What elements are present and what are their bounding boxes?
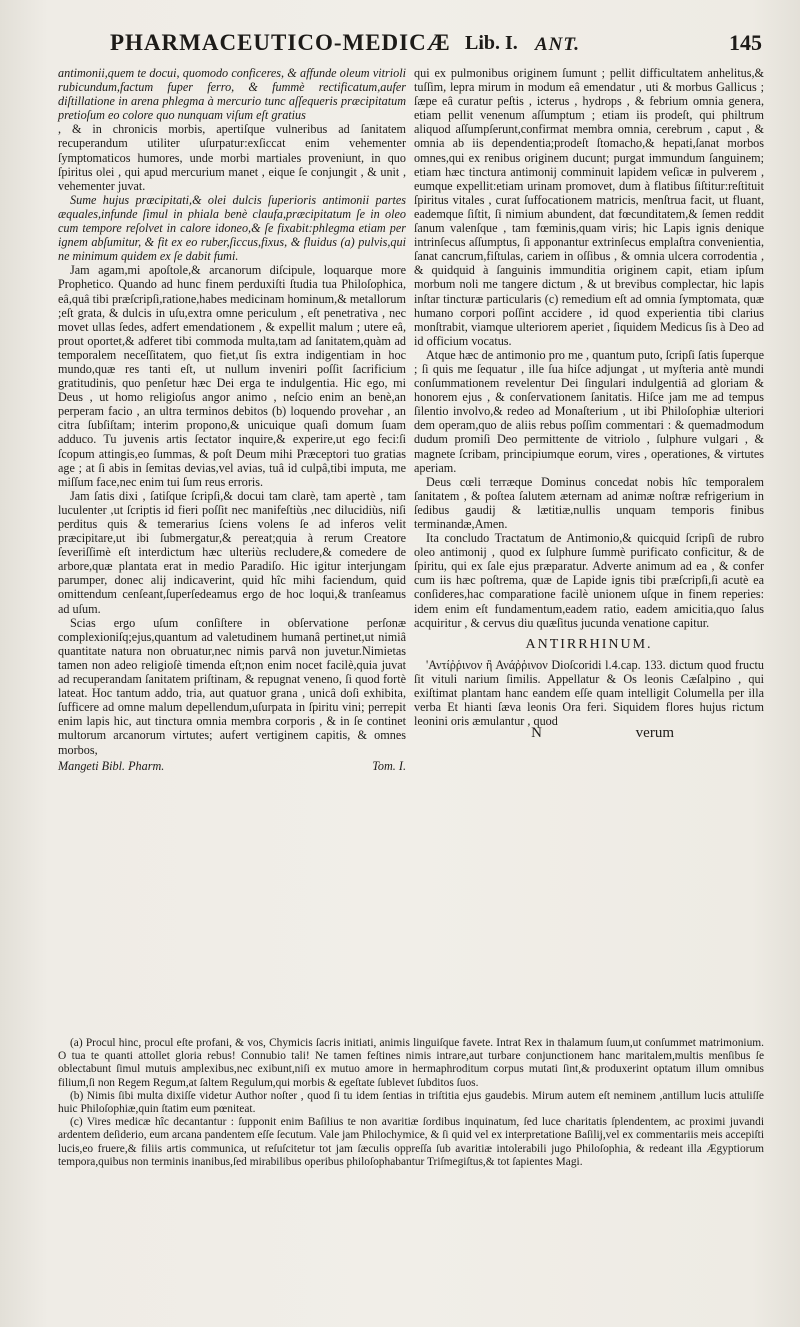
paragraph: 'Αντίῤῥινον ἢ Ανάῤῥινον Dioſcoridi l.4.cap. 133. dictum quod fructu ſit vituli narium ſimilis. Appellatur & Os leonis Cæſalpino , qui exiſtimat plantam hanc eandem eſſe quam intelligit Columella per illa verba Et hianti ſæva leonis Ora feri. Siquidem flores hujus rictum leonini oris æmulantur , quod xyxy=(414,657,764,729)
gathering-signature: N xyxy=(531,725,542,742)
paragraph: Scias ergo uſum conſiſtere in obſervatione perſonæ complexioniſq;ejus,quantum ad valetudinem humanâ pertinet,ut nimiâ quantitate natura non obruatur,nec nimis parvâ non juvetur.Nimietas tamen non adeo religioſè timenda eſt;non enim nocet facilè,quia juvat ad recuperandam ſanitatem priſtinam, & repugnat veneno, ſi quod fortè lateat. Hoc tantum addo, tria, aut quatuor grana , unicâ doſi exhibita, ſufficere ad omne malum depellendum,uſurpata in ſpiritu vini; perrepit enim lapis hic, aut tinctura omnia membra corporis , & in ſe continet multorum arcanorum virtutes; aufert vertiginem capitis, & omnes morbos, xyxy=(58,615,406,757)
footnotes xyxy=(58,1037,764,1169)
signature-marks xyxy=(414,726,764,740)
paragraph: Ita concludo Tractatum de Antimonio,& quicquid ſcripſi de rubro oleo antimonij , quod ex ſulphure ſummè purificato conficitur, & de ſpiritu, qui ex ſale ejus præparatur. Adverte animum ad ea , & confer cum iis hæc poſtrema, quæ de Lapide ignis tibi præſcripſi,ſi acutè ea conſideres,hac comparatione facilè unionem uſque in finem reperies: idem enim eſt fundamentum,eadem ratio, eadem amicitia,quo ſalus acquiritur , & cervus diu quæſitus jucunda venatione capitur. xyxy=(414,531,764,630)
catchword: verum xyxy=(635,725,674,742)
printer-signature: Mangeti Bibl. Pharm. xyxy=(58,758,165,773)
left-column xyxy=(58,66,406,773)
footnote: (a) Procul hinc, procul eſte profani, & vos, Chymicis ſacris initiati, animis linguiſque favete. Intrat Rex in thalamum ſuum,ut conſummet matrimonium. O tua te quanti attollet gloria rebus! Connubio tali! Ne tamen feſtines nimis intrare,aut turbare conjunctionem hanc maritalem,multis menſibus ſe oblectabunt ſimul mutuis amplexibus,nec exibunt,niſi ex mutuo amore in hermaphroditum corpus mutati ſint,& produxerint optatum illum omnibus filium,ſi non Regem Regum,at ſaltem Regulum,qui morbis & egeſtate ſublevet ſubditos ſuos. xyxy=(58,1037,764,1089)
paragraph: qui ex pulmonibus originem ſumunt ; pellit difficultatem anhelitus,& tuſſim, lepra mirum in modum eâ emendatur , uti & morbus Gallicus ; ſæpe eâ curatur peſtis , icterus , hydrops , & febrium omnia genera, etiam pellit venenum aſſumptum ; etiam iis prodeſt, qui philtrum aliquod aſſumpſerunt,confirmat membra omnia, cerebrum , caput , & omnia ab iis dependentia;prodeſt ſtomacho,& hepati,ſanat morbos omnes,qui ex renibus originem ducunt; purgat immundum ſanguinem; etiam hæc tinctura antimonij comminuit lapidem veſicæ in pulverem , eumque expellit:etiam urinam promovet, dum à flatibus ſiſtitur:reſtituit ſpiritus vitales , curat ſuffocationem matricis, menſtrua facit, ut fluant, eademque ſiſtit, ſi nimium abundent, dat fœcunditatem,& ſemen reddit ſanum valenſque , tam fœminis,quam viris; hic Lapis ignis denique intrinſecus aſſumptus, ſi apponantur extrinſecus emplaſtra convenientia, ſanat cancrum,fiſtulas, cariem in oſſibus , & omnia ulcera corrodentia , & quidquid à ſanguinis immunditia originem capit, etiam ipſum morbum noli me tangere dictum , & ut brevibus complectar, hic lapis inſtar tincturæ particularis (c) remedium eſt ad omnia ſymptomata, quæ humano corpori poſſint accidere , id quod experientia tibi clarius monſtrabit, viamque ulteriorem aperiet , ſiquidem Medicus ſis à Deo ad id officium vocatus. xyxy=(414,66,764,348)
section-heading: ANTIRRHINUM. xyxy=(525,636,653,652)
paragraph: antimonii,quem te docui, quomodo conficeres, & affunde oleum vitrioli rubicundum,factum fuper ferro, & fummè rectificatum,aufer diſtillatione in arena phlegma à mercurio tunc aſſequeris præcipitatum pretioſum eo colore quo nunquam viſum eſt gratius xyxy=(58,66,406,123)
paragraph: Atque hæc de antimonio pro me , quantum puto, ſcripſi ſatis ſuperque ; ſi quis me ſequatur , ille ſua hiſce adjungat , ut myſteria antè mundi conſummationem revelentur Dei ſingulari indulgentiâ ad gloriam & honorem ejus , & conſervationem ſanitatis. Hiſce jam me ad tempus ſilentio involvo,& redeo ad Monaſterium , ut ibi Philoſophiæ ulteriori dem operam,quo de aliis rebus poſſim commentari : & quemadmodum dudum promiſi Deo permittente de vitriolo , ſulphure vulgari , & magnete ſcribam, principiumque eorum, vires , operationes, & virtutes aperiam. xyxy=(414,347,764,475)
volume-mark: Tom. I. xyxy=(372,758,406,773)
footnote: (b) Nimis ſibi multa dixiſſe videtur Author noſter , quod ſi tu idem ſentias in triſtitia ejus gaudebis. Mirum autem eſt neminem ,antillum lucis attuliſſe huic Philoſophiæ,quin ſtatim eum pœniteat. xyxy=(58,1089,764,1116)
signature-line xyxy=(58,759,406,773)
running-head-book: Lib. I. xyxy=(465,32,518,54)
right-column xyxy=(414,66,764,740)
paragraph: Jam ſatis dixi , ſatiſque ſcripſi,& docui tam clarè, tam apertè , tam luculenter ,ut ſcriptis id fieri poſſit nec manifeſtiùs ,nec dilucidiùs, niſi perditus quis & temerarius ſciens volens ſe ad inferos velit præcipitare,ut ibi ſubmergatur,& pereat;quia à rerum Creatore ſeveriſſimè eſt interdictum hæc ulteriùs recludere,& comedere de arbore,quæ plantata erat in medio Paradiſo. Hic igitur interjungam parumper, donec alij indicaverint, quid hîc mihi faciendum, quid omittendum cenſeant,ſuperſedeamus ergo de hoc loqui,& tranſeamus ad uſum. xyxy=(58,488,406,616)
paragraph: Deus cœli terræque Dominus concedat nobis hîc temporalem ſanitatem , & poſtea ſalutem æternam ad animæ noſtræ refrigerium in ſedibus gaudij & lætitiæ,nullis unquam temporis finibus terminandæ,Amen. xyxy=(414,474,764,531)
paragraph: Sume hujus præcipitati,& olei dulcis ſuperioris antimonii partes æquales,infunde ſimul in phiala benè claufa,præcipitatum ſe in oleo cum tempore reſolvet in calore idoneo,& ſe fixabit:phlegma etiam per ignem abſumitur, & fit ex eo ruber,ſiccus,fixus, & fluidus (a) pulvis,qui ne minimum quidem ex ſe dabit fumi. xyxy=(58,192,406,264)
footnote: (c) Vires medicæ hîc decantantur : ſupponit enim Baſilius te non avaritiæ ſordibus inquinatum, ſed luce charitatis ſplendentem, ac proximi juvandi ardentem deſiderio, eum arcana pandentem eſſe ſecutum. Vale jam Philochymice, & ſi quid vel ex interpretatione Baſilij,vel ex commentariis meis accepiſti lucis,eo fruere,& filiis artis communica, ut reſuſcitetur tot jam ſæculis oppreſſa ſub avaritiæ intolerabili jugo Philoſophia, & redeant illa Ægyptiorum tempora,quibus non terminis inanibus,ſed mirabilibus operibus philoſophabantur Triſmegiſtus,& tot ſapientes Magi. xyxy=(58,1116,764,1168)
running-head-title: PHARMACEUTICO-MEDICÆ xyxy=(110,30,451,55)
running-head-section: ANT. xyxy=(535,34,581,55)
page-number: 145 xyxy=(729,30,762,55)
running-head xyxy=(110,30,790,64)
paragraph: , & in chronicis morbis, apertiſque vulneribus ad ſanitatem recuperandum utiliter uſurpatur:exſiccat enim vehementer ſymptomaticos humores, unde morbi martiales proveniunt, in quo ſpiritus olei , qui apud mercurium manet , eique ſe conjungit , & unit , vehementer juvat. xyxy=(58,122,406,193)
paragraph: Jam agam,mi apoſtole,& arcanorum diſcipule, loquarque more Prophetico. Quando ad hunc finem perduxiſti ſtudia tua Philoſophica, eâ,quâ tibi præſcripſi,ratione,habes medicinam hominum,& metallorum ;eſt grata, & dulcis in uſu,extra omne periculum , eſt penetrativa , nec movet ullas ſedes, adfert emendationem , & expellit malum ; utere eâ, prout oportet,& adferet tibi commoda multa,tam ad ſanitatem,quàm ad temporalem neceſſitatem, quo fiet,ut ſis extra indigentiam in hoc mundo,quæ res tanti eſt, ut nullum inveniri poſſit ſacrificium gratitudinis, quo penſetur hæc Dei erga te indulgentia. Hic ego, mi Deus , ut homo religioſus angor animo , neſcio enim an benè,an perperam facio , an ultra terminos debitos (b) loquendo provehar , an citra ſubſiſtam; interim propono,& unicuique quaſi domum ſuam adduco. Tu juvenis artis ſectator inquire,& experire,ut ego feci:ſi ſcopum attingis,eo ſummas, & poſt Deum mihi Præceptori tuo gratias age ; at ſi abis in ſemitas devias,vel avias, tuâ id culpâ,tibi imputa, me miſſum face,nec enim tui ſum reus erroris. xyxy=(58,263,406,489)
